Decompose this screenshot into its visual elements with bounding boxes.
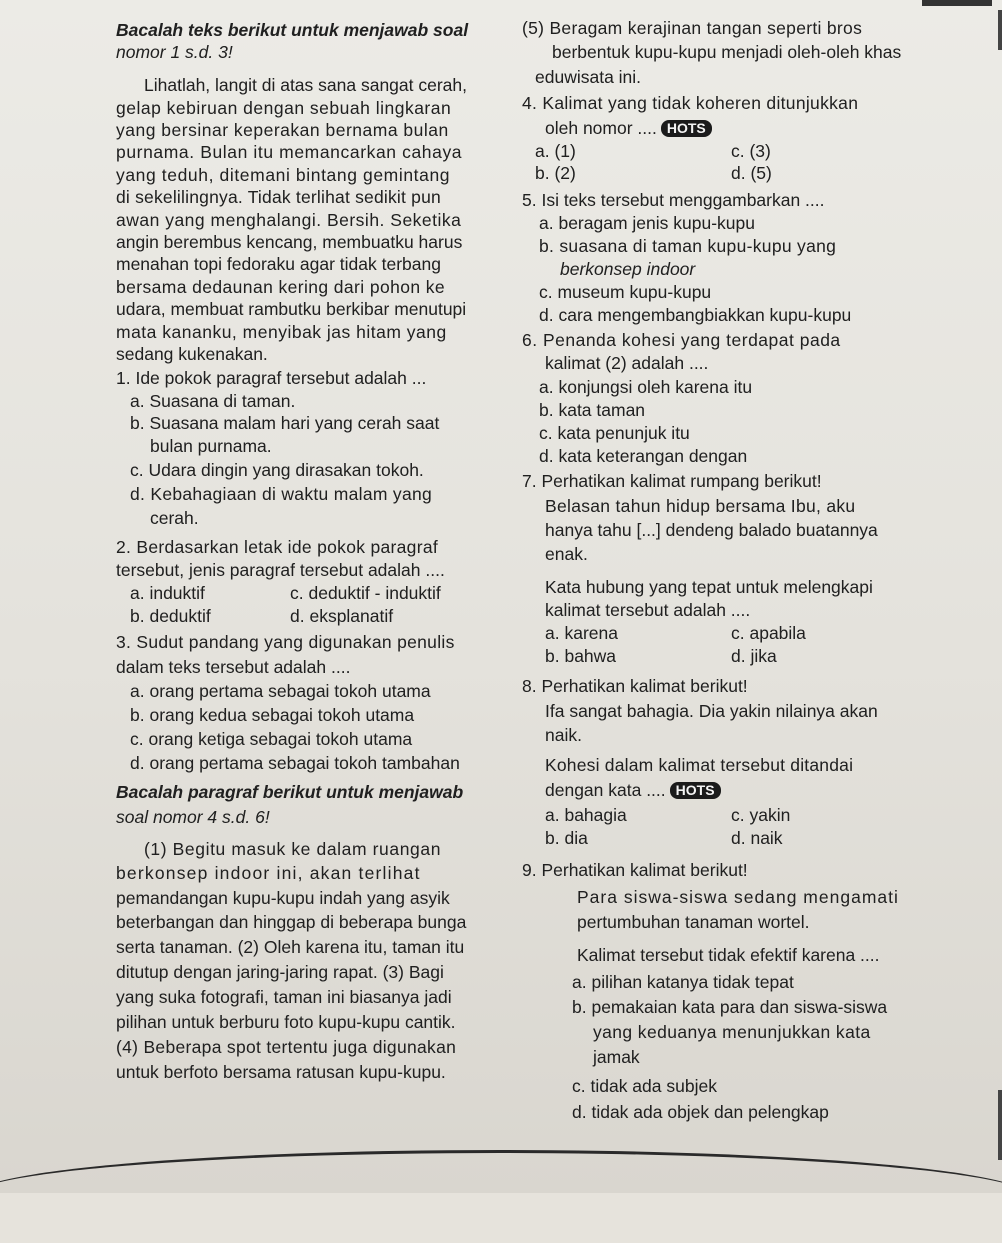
passage-line: serta tanaman. (2) Oleh karena itu, taman itu [116, 937, 465, 957]
instruction-line: Bacalah teks berikut untuk menjawab soal [116, 20, 469, 40]
passage-line: berkonsep indoor ini, akan terlihat [116, 863, 421, 883]
passage-line: purnama. Bulan itu memancarkan cahaya [116, 142, 463, 162]
quoted-sentence: Ifa sangat bahagia. Dia yakin nilainya akan [545, 701, 878, 721]
instruction-line: nomor 1 s.d. 3! [116, 42, 233, 62]
quoted-sentence: Belasan tahun hidup bersama Ibu, aku [545, 496, 856, 516]
page-edge-mark [998, 1090, 1002, 1160]
passage-line: (5) Beragam kerajinan tangan seperti bros [522, 18, 863, 38]
question-stem: dalam teks tersebut adalah .... [116, 657, 351, 677]
answer-option[interactable]: a. beragam jenis kupu-kupu [539, 213, 755, 233]
answer-option[interactable]: c. (3) [731, 141, 771, 161]
quoted-sentence: enak. [545, 544, 588, 564]
answer-option[interactable]: a. induktif [130, 583, 205, 603]
page-edge-mark [998, 10, 1002, 50]
answer-option[interactable]: b. deduktif [130, 606, 211, 626]
answer-option[interactable]: c. kata penunjuk itu [539, 423, 690, 443]
passage-line: di sekelilingnya. Tidak terlihat sedikit pun [116, 187, 441, 207]
answer-option[interactable]: a. bahagia [545, 805, 627, 825]
passage-line: berbentuk kupu-kupu menjadi oleh-oleh khas [552, 42, 902, 62]
answer-option[interactable]: a. konjungsi oleh karena itu [539, 377, 753, 397]
answer-option[interactable]: d. (5) [731, 163, 772, 183]
answer-option[interactable]: c. orang ketiga sebagai tokoh utama [130, 729, 413, 749]
answer-option[interactable]: a. Suasana di taman. [130, 391, 296, 411]
answer-option[interactable]: b. Suasana malam hari yang cerah saat [130, 413, 440, 433]
answer-option[interactable]: d. naik [731, 828, 783, 848]
question-ask: Kohesi dalam kalimat tersebut ditandai [545, 755, 854, 775]
question-ask: Kalimat tersebut tidak efektif karena .... [577, 945, 880, 965]
passage-line: pilihan untuk berburu foto kupu-kupu cantik. [116, 1012, 456, 1032]
answer-option[interactable]: b. kata taman [539, 400, 646, 420]
answer-option[interactable]: a. orang pertama sebagai tokoh utama [130, 681, 431, 701]
question-stem-continued [545, 118, 712, 139]
quoted-sentence: hanya tahu [...] dendeng balado buatannya [545, 520, 878, 540]
question-stem: 4. Kalimat yang tidak koheren ditunjukkan [522, 93, 859, 113]
answer-option-continued: cerah. [150, 508, 199, 528]
question-stem: 2. Berdasarkan letak ide pokok paragraf [116, 537, 439, 557]
answer-option[interactable]: c. apabila [731, 623, 806, 643]
quoted-sentence: pertumbuhan tanaman wortel. [577, 912, 810, 932]
answer-option[interactable]: d. jika [731, 646, 777, 666]
quoted-sentence: naik. [545, 725, 582, 745]
answer-option[interactable]: b. dia [545, 828, 588, 848]
instruction-line: Bacalah paragraf berikut untuk menjawab [116, 782, 464, 802]
answer-option[interactable]: c. museum kupu-kupu [539, 282, 712, 302]
question-stem: tersebut, jenis paragraf tersebut adalah .... [116, 560, 445, 580]
answer-option[interactable]: d. orang pertama sebagai tokoh tambahan [130, 753, 460, 773]
answer-option[interactable]: c. deduktif - induktif [290, 583, 441, 603]
answer-option[interactable]: c. yakin [731, 805, 791, 825]
answer-option[interactable]: b. pemakaian kata para dan siswa-siswa [572, 997, 888, 1017]
answer-option-continued: berkonsep indoor [560, 259, 696, 279]
quoted-sentence: Para siswa-siswa sedang mengamati [577, 887, 899, 907]
passage-line: yang bersinar keperakan bernama bulan [116, 120, 449, 140]
passage-line: beterbangan dan hinggap di beberapa bunga [116, 912, 467, 932]
passage-line: udara, membuat rambutku berkibar menutupi [116, 299, 467, 319]
answer-option[interactable]: d. cara mengembangbiakkan kupu-kupu [539, 305, 852, 325]
page-bend-shadow [0, 1150, 1002, 1243]
passage-line: menahan topi fedoraku agar tidak terbang [116, 254, 441, 274]
answer-option[interactable]: b. suasana di taman kupu-kupu yang [539, 236, 837, 256]
question-ask: kalimat tersebut adalah .... [545, 600, 751, 620]
passage-line: bersama dedaunan kering dari pohon ke [116, 277, 446, 297]
answer-option[interactable]: c. tidak ada subjek [572, 1076, 717, 1096]
answer-option[interactable]: a. karena [545, 623, 618, 643]
passage-line: pemandangan kupu-kupu indah yang asyik [116, 888, 450, 908]
answer-option[interactable]: b. (2) [535, 163, 576, 183]
passage-line: yang teduh, ditemani bintang gemintang [116, 165, 451, 185]
passage-line: Lihatlah, langit di atas sana sangat cerah, [144, 75, 467, 95]
question-stem-text: oleh nomor .... [545, 118, 657, 138]
instruction-line: soal nomor 4 s.d. 6! [116, 807, 270, 827]
answer-option[interactable]: d. Kebahagiaan di waktu malam yang [130, 484, 433, 504]
page-corner-mark [922, 0, 992, 6]
passage-line: gelap kebiruan dengan sebuah lingkaran [116, 98, 452, 118]
answer-option[interactable]: a. pilihan katanya tidak tepat [572, 972, 794, 992]
answer-option[interactable]: d. tidak ada objek dan pelengkap [572, 1102, 829, 1122]
answer-option-continued: yang keduanya menunjukkan kata [593, 1022, 871, 1042]
question-ask-text: dengan kata .... [545, 780, 666, 800]
passage-line: (1) Begitu masuk ke dalam ruangan [144, 839, 442, 859]
question-stem: 9. Perhatikan kalimat berikut! [522, 860, 748, 880]
question-stem: 3. Sudut pandang yang digunakan penulis [116, 632, 455, 652]
passage-line: eduwisata ini. [535, 67, 642, 87]
answer-option-continued: jamak [593, 1047, 640, 1067]
passage-line: mata kananku, menyibak jas hitam yang [116, 322, 447, 342]
question-stem: 6. Penanda kohesi yang terdapat pada [522, 330, 841, 350]
hots-badge: HOTS [661, 120, 712, 137]
question-stem: 5. Isi teks tersebut menggambarkan .... [522, 190, 825, 210]
answer-option[interactable]: b. bahwa [545, 646, 617, 666]
passage-line: (4) Beberapa spot tertentu juga digunakan [116, 1037, 457, 1057]
question-stem: 7. Perhatikan kalimat rumpang berikut! [522, 471, 822, 491]
answer-option[interactable]: d. kata keterangan dengan [539, 446, 748, 466]
passage-line: yang suka fotografi, taman ini biasanya jadi [116, 987, 452, 1007]
answer-option[interactable]: b. orang kedua sebagai tokoh utama [130, 705, 415, 725]
question-stem: kalimat (2) adalah .... [545, 353, 709, 373]
question-ask-continued [545, 780, 721, 801]
answer-option[interactable]: d. eksplanatif [290, 606, 394, 626]
hots-badge: HOTS [670, 782, 721, 799]
question-stem: 8. Perhatikan kalimat berikut! [522, 676, 748, 696]
answer-option-continued: bulan purnama. [150, 436, 272, 456]
question-ask: Kata hubung yang tepat untuk melengkapi [545, 577, 873, 597]
question-stem: 1. Ide pokok paragraf tersebut adalah ... [116, 368, 427, 388]
passage-line: awan yang menghalangi. Bersih. Seketika [116, 210, 462, 230]
passage-line: sedang kukenakan. [116, 344, 268, 364]
answer-option[interactable]: c. Udara dingin yang dirasakan tokoh. [130, 460, 424, 480]
passage-line: untuk berfoto bersama ratusan kupu-kupu. [116, 1062, 446, 1082]
answer-option[interactable]: a. (1) [535, 141, 576, 161]
passage-line: angin berembus kencang, membuatku harus [116, 232, 463, 252]
passage-line: ditutup dengan jaring-jaring rapat. (3) Bagi [116, 962, 444, 982]
